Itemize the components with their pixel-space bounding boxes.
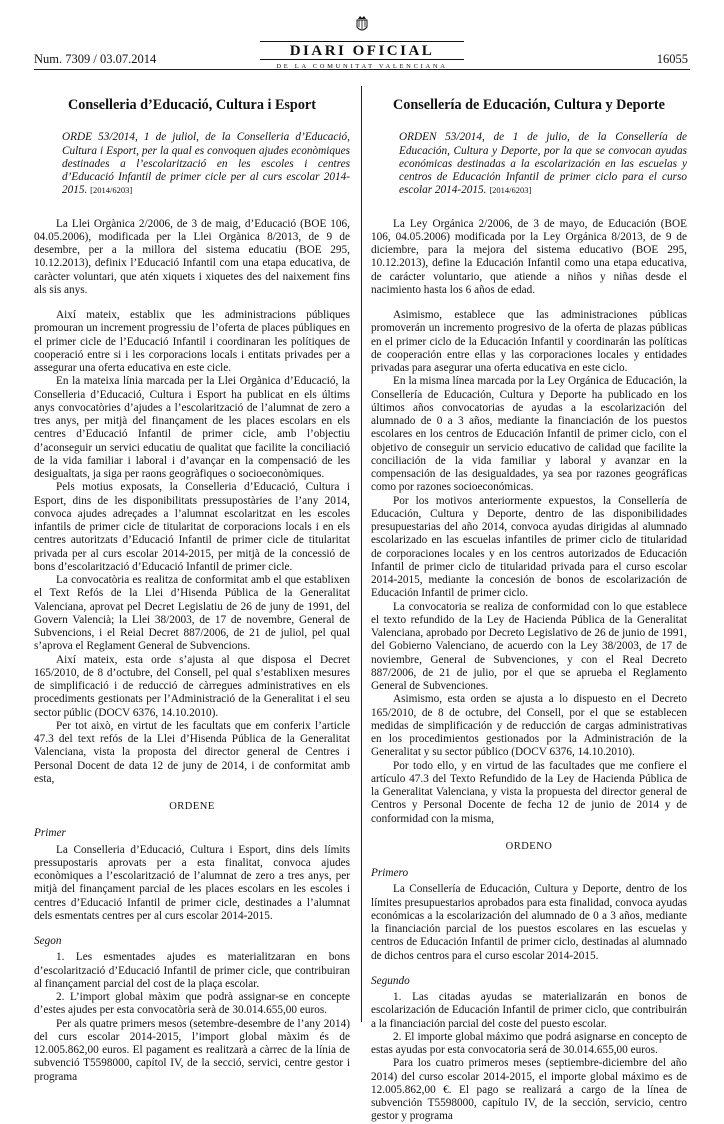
paragraph: Per als quatre primers mesos (setembre-desembre de l’any 2014) del curs escolar 2014-2015, l’import global màxim és de 12.005.862,00 euros. El pagament es realitzarà a càrrec de la línia de subvenció T5598000, capítol IV, de la secció, servici, centre gestor i programa: [34, 1017, 350, 1083]
header-rule: [34, 69, 690, 70]
section-title: Segundo: [371, 974, 410, 987]
paragraph: Por los motivos anteriormente expuestos, la Consellería de Educación, Cultura y Deporte, dentro de las disponibilidades presupuestarias del año 2014, convoca ayudas dirigidas al alumnado escolarizado en las escuelas infantiles de primer ciclo de titularidad de corporaciones locales y en los centros autorizados de Educación Infantil de primer ciclo de titularidad privada para el curso escolar 2014-2015, mediante la concesión de bonos de escolarización de Educación Infantil de primer ciclo.: [371, 494, 687, 600]
page-number: 16055: [656, 52, 688, 66]
paragraph: La convocatoria se realiza de conformidad con lo que establece el texto refundido de la Ley de Hacienda Pública de la Generalitat Valenciana, aprobado por Decreto Legislativo de 26 de junio de 1991, del Gobierno Valenciano, de acuerdo con la Ley 38/2003, de 17 de noviembre, General de Subvenciones, y con el Real Decreto 887/2006, de 21 de julio, por el que se aprueba el Reglamento General de Subvenciones.: [371, 600, 687, 692]
paragraph: 1. Las citadas ayudas se materializarán en bonos de escolarización de Educación Infantil de primer ciclo, que contribuirán a la financiación parcial del coste del puesto escolar.: [371, 991, 687, 1030]
summary-ref: [2014/6203]: [90, 185, 133, 196]
column-title: Consellería de Educación, Cultura y Deporte: [393, 97, 665, 113]
column-divider: [361, 86, 362, 1022]
issue-number: Num. 7309 / 03.07.2014: [34, 52, 157, 66]
logo-title: DIARI OFICIAL: [260, 41, 464, 60]
paragraph: 1. Les esmentades ajudes es materialitzaran en bons d’escolarització d’Educació Infantil de primer cicle, que contribuiran al finançament parcial del cost de la plaça escolar.: [34, 951, 350, 990]
paragraph: Asimismo, esta orden se ajusta a lo dispuesto en el Decreto 165/2010, de 8 de octubre, del Consell, por el que se establecen medidas de simplificación y de reducción de cargas administrativas en los procedimientos gestionados por la Administración de la Generalitat y su sector público (DOCV 6376, 14.10.2010).: [371, 693, 687, 759]
paragraph: Per tot això, en virtut de les facultats que em conferix l’article 47.3 del text refós de la Llei d’Hisenda Pública de la Generalitat Valenciana, vista la proposta del director general de Centres i Personal Docent de data 12 de juny de 2014, i de conformitat amb esta,: [34, 719, 350, 785]
section-title: Primero: [371, 867, 409, 879]
summary-text: ORDE 53/2014, 1 de juliol, de la Conselleria d’Educació, Cultura i Esport, per la qual es convoquen ajudes econòmiques destinades a l’escolarització en les escoles i centres d’Educació Infantil de primer cicle per al curs escolar 2014-2015.: [62, 131, 350, 197]
paragraph: Així mateix, establix que les administracions públiques promouran un increment progressiu de l’oferta de places públiques en el primer cicle de l’Educació Infantil i coordinaran les polítiques de cooperació entre si i les corporacions locals i entitats privades per a assegurar una oferta educativa en este cicle.: [34, 309, 350, 374]
section-title: Segon: [34, 935, 62, 947]
paragraph: La Ley Orgánica 2/2006, de 3 de mayo, de Educación (BOE 106, 04.05.2006) modificada por la Ley Orgánica 8/2013, de 9 de diciembre, para la mejora del sistema educativo (BOE 295, 10.12.2013), define la Educación Infantil como una etapa educativa, de carácter voluntario, que atiende a niños y niñas desde el nacimiento hasta los 6 años de edad.: [371, 217, 687, 296]
paragraph: La Llei Orgànica 2/2006, de 3 de maig, d’Educació (BOE 106, 04.05.2006), modificada per la Llei Orgànica 8/2013, de 9 de desembre, per a la millora del sistema educatiu (BOE 295, 10.12.2013), definix l’Educació Infantil com una etapa educativa, de caràcter voluntari, que atén xiquets i xiquetes des del naixement fins als sis anys.: [34, 217, 350, 296]
paragraph: Pels motius exposats, la Conselleria d’Educació, Cultura i Esport, dins de les disponibilitats pressupostàries de l’any 2014, convoca ajudes adreçades a l’alumnat escolaritzat en les escoles infantils de primer cicle de titularitat de corporacions locals i en els centres autoritzats d’Educació Infantil de primer cicle de titularitat privada per al curs escolar 2014-2015, per mitjà de la concessió de bons d’escolarització d’Educació Infantil de primer cicle.: [34, 481, 350, 573]
paragraph: En la mateixa línia marcada per la Llei Orgànica d’Educació, la Conselleria d’Educació, Cultura i Esport ha publicat en els últims anys convocatòries d’ajudes a l’escolarització de l’alumnat de zero a tres anys, per mitjà del finançament de les places escolars en els centres d’Educació Infantil de primer cicle, amb l’objectiu d’aconseguir un servici educatiu de qualitat que facilite la conciliació de la vida familiar i laboral i d’avançar en la compensació de les desigualtats, ja siga per raons geogràfiques o socioeconòmiques.: [34, 375, 350, 480]
coat-of-arms-icon: [354, 14, 370, 34]
paragraph: 2. L’import global màxim que podrà assignar-se en concepte d’estes ajudes per esta convocatòria serà de 30.014.655,00 euros.: [34, 991, 350, 1017]
paragraph: Por todo ello, y en virtud de las facultades que me confiere el artículo 47.3 del Texto Refundido de la Ley de Hacienda Pública de la Generalitat Valenciana, y vista la propuesta del director general de Centros y Personal Docente de fecha 12 de junio de 2014 y de conformidad con la misma,: [371, 759, 687, 825]
paragraph: 2. El importe global máximo que podrá asignarse en concepto de estas ayudas por esta convocatoria será de 30.014.655,00 euros.: [371, 1030, 687, 1056]
logo-subtitle: DE LA COMUNITAT VALENCIANA: [276, 63, 448, 70]
paragraph: La convocatòria es realitza de conformitat amb el que establixen el Text Refós de la Llei d’Hisenda Pública de la Generalitat Valenciana, aprovat pel Decret Legislatiu de 26 de juny de 1991, del Govern Valencià; la Llei 38/2003, de 17 de novembre, General de Subvencions, i el Reial Decret 887/2006, de 21 de juliol, pel qual s’aprova el Reglament General de Subvencions.: [34, 574, 350, 653]
order-summary: [399, 131, 687, 197]
summary-ref: [2014/6203]: [489, 185, 532, 196]
summary-text: ORDEN 53/2014, de 1 de julio, de la Consellería de Educación, Cultura y Deporte, por la que se convocan ayudas económicas destinadas a la escolarización en las escuelas y centros de Educación Infantil de primer ciclo para el curso escolar 2014-2015.: [399, 131, 687, 197]
order-heading: ORDENE: [169, 801, 215, 812]
page-header: [0, 0, 724, 78]
journal-logo: [260, 14, 464, 72]
spanish-column: [371, 95, 687, 1124]
paragraph: La Consellería de Educación, Cultura y Deporte, dentro de los límites presupuestarios aprobados para esta finalidad, convoca ayudas económicas a la escolarización del alumnado de 0 a 3 años, mediante la financiación parcial de los puestos escolares en las escuelas y centros de Educación Infantil de primer ciclo, destinadas al alumnado de dichos centros para el curso escolar 2014-2015.: [371, 883, 687, 962]
paragraph: Para los cuatro primeros meses (septiembre-diciembre del año 2014) del curso escolar 2014-2015, el importe global máximo es de 12.005.862,00 €. El pago se realizará a cargo de la línea de subvención T5598000, capítulo IV, de la sección, servicio, centro gestor y programa: [371, 1057, 687, 1123]
column-title: Conselleria d’Educació, Cultura i Esport: [68, 97, 316, 113]
paragraph: Així mateix, esta orde s’ajusta al que disposa el Decret 165/2010, de 8 d’octubre, del Consell, pel qual s’establixen mesures de simplificació i de reducció de càrregues administratives en els procediments gestionats per l’Administració de la Generalitat i el seu sector públic (DOCV 6376, 14.10.2010).: [34, 653, 350, 719]
paragraph: Asimismo, establece que las administraciones públicas promoverán un incremento progresivo de la oferta de plazas públicas en el primer ciclo de la Educación Infantil y coordinarán las políticas de cooperación entre ellas y las corporaciones locales y entidades privadas para asegurar una oferta educativa en este ciclo.: [371, 309, 687, 374]
section-title: Primer: [34, 827, 66, 840]
paragraph: En la misma línea marcada por la Ley Orgánica de Educación, la Consellería de Educación, Cultura y Deporte ha publicado en los últimos años convocatorias de ayudas a la escolarización del alumnado de 0 a 3 años, mediante la financiación de los puestos escolares en los centros de Educación Infantil de primer ciclo, con el objetivo de conseguir un servicio educativo de calidad que facilite la conciliación de la vida familiar y laboral y avanzar en la compensación de las desigualdades, ya sea por razones geográficas como por razones socioeconómicas.: [371, 375, 687, 494]
order-heading: ORDENO: [505, 840, 553, 852]
order-summary: [62, 131, 350, 197]
paragraph: La Conselleria d’Educació, Cultura i Esport, dins dels límits pressupostaris aprovats per a esta finalitat, convoca ajudes econòmiques a l’escolarització de l’alumnat de zero a tres anys, per mitjà del finançament parcial de les places escolars en les escoles i centres d’Educació Infantil de primer cicle, destinades a l’alumnat dels esmentats centres per al curs escolar 2014-2015.: [34, 843, 350, 922]
valencian-column: [34, 95, 350, 1084]
